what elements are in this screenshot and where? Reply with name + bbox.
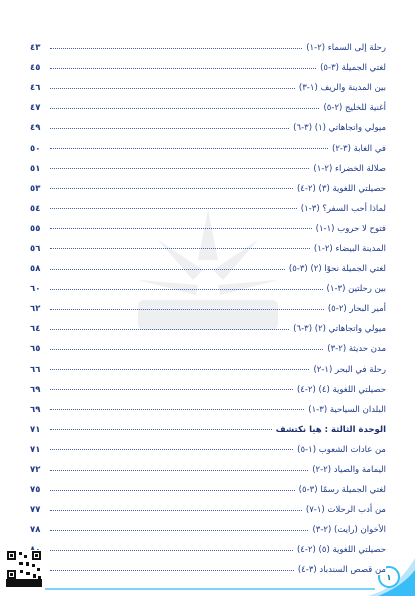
dot-leader xyxy=(50,208,297,209)
toc-entry-title: فتوح لا حروب (١-١) xyxy=(315,223,386,234)
dot-leader xyxy=(50,449,293,450)
toc-entry-page: ٧١ xyxy=(30,424,41,435)
qr-code-icon xyxy=(6,550,42,580)
toc-entry-title: لغتي الجميلة رسمًا (٣-٥) xyxy=(298,485,386,496)
toc-entry-page: ٤٣ xyxy=(30,43,41,54)
dot-leader xyxy=(50,48,302,49)
toc-entry[interactable] xyxy=(30,339,386,359)
toc-entry[interactable] xyxy=(30,380,386,400)
toc-entry-page: ٧٢ xyxy=(30,465,41,476)
dot-leader xyxy=(50,510,302,511)
toc-entry[interactable] xyxy=(30,78,386,98)
dot-leader xyxy=(50,289,323,290)
dot-leader xyxy=(50,470,308,471)
dot-leader xyxy=(50,550,293,551)
toc-entry[interactable] xyxy=(30,58,386,78)
toc-entry-title: بين رحلتين (٣-١) xyxy=(326,284,386,295)
toc-entry[interactable] xyxy=(30,38,386,58)
toc-entry-page: ٥١ xyxy=(30,163,41,174)
dot-leader xyxy=(50,409,304,410)
footer-rule xyxy=(45,588,375,590)
toc-entry-title: بين المدينة والريف (١-٣) xyxy=(298,83,386,94)
toc-entry[interactable] xyxy=(30,199,386,219)
toc-entry[interactable] xyxy=(30,400,386,420)
toc-entry-title: اليمامة والصياد (٢-٢) xyxy=(312,465,386,476)
dot-leader xyxy=(50,530,308,531)
toc-entry-title: رحلة إلى السماء (٢-١) xyxy=(306,43,386,54)
toc-entry[interactable] xyxy=(30,420,386,440)
dot-leader xyxy=(50,429,272,430)
toc-entry-title: في الغابة (٣-٢) xyxy=(332,143,386,154)
dot-leader xyxy=(50,369,309,370)
dot-leader xyxy=(50,389,293,390)
toc-entry[interactable] xyxy=(30,560,386,580)
toc-entry-page: ٦٠ xyxy=(30,284,41,295)
toc-entry-title: أغنية للخليج (٢-٥) xyxy=(323,103,386,114)
toc-entry[interactable] xyxy=(30,460,386,480)
toc-entry-title: صلالة الخضراء (٢-١) xyxy=(313,163,386,174)
toc-entry-page: ٥٤ xyxy=(30,203,41,214)
toc-entry-page: ٧٧ xyxy=(30,505,41,516)
dot-leader xyxy=(50,490,295,491)
toc-entry-page: ٦٦ xyxy=(30,364,41,375)
toc-entry-title: لماذا أحب السفر؟ (٣-١) xyxy=(300,203,386,214)
dot-leader xyxy=(50,329,289,330)
toc-entry-page: ٥٠ xyxy=(30,143,41,154)
toc-entry[interactable] xyxy=(30,360,386,380)
toc-entry-title: الوحدة الثالثة : هيا نكتشف xyxy=(275,424,386,435)
toc-entry[interactable] xyxy=(30,138,386,158)
toc-entry-title: من قصص السندباد (٣-٤) xyxy=(297,565,386,576)
dot-leader xyxy=(50,168,309,169)
toc-entry-page: ٧١ xyxy=(30,444,41,455)
toc-entry[interactable] xyxy=(30,540,386,560)
toc-entry[interactable] xyxy=(30,500,386,520)
toc-entry-page: ٦٥ xyxy=(30,344,41,355)
toc-entry[interactable] xyxy=(30,480,386,500)
dot-leader xyxy=(50,228,312,229)
toc-entry-title: حصيلتي اللغوية (٣) (٢-٤) xyxy=(296,183,386,194)
toc-entry-page: ٦٩ xyxy=(30,404,41,415)
page-number: ١ xyxy=(378,566,400,588)
toc-entry[interactable] xyxy=(30,239,386,259)
toc-entry[interactable] xyxy=(30,159,386,179)
toc-entry-title: المدينة البيضاء (٢-١) xyxy=(313,243,386,254)
toc-entry-title: الأخوان (رايت) (٢-٣) xyxy=(312,525,386,536)
toc-entry-title: ميولي واتجاهاتي (٢) (٣-٦) xyxy=(293,324,386,335)
toc-entry[interactable] xyxy=(30,520,386,540)
toc-entry-title: لغتي الجميلة نحوًا (٢) (٣-٥) xyxy=(288,264,386,275)
toc-entry-title: البلدان السياحية (٣-١) xyxy=(308,404,386,415)
toc-entry[interactable] xyxy=(30,279,386,299)
toc-entry-title: لغتي الجميلة (٣-٥) xyxy=(320,63,386,74)
toc-entry-page: ٦٩ xyxy=(30,384,41,395)
toc-entry-title: حصيلتي اللغوية (٤) (٢-٤) xyxy=(296,384,386,395)
dot-leader xyxy=(50,269,285,270)
toc-entry-page: ٤٩ xyxy=(30,123,41,134)
toc-entry[interactable] xyxy=(30,440,386,460)
toc-entry[interactable] xyxy=(30,219,386,239)
toc-entry-title: من عادات الشعوب (١-٥) xyxy=(297,444,386,455)
toc-entry-page: ٤٧ xyxy=(30,103,41,114)
toc-entry-page: ٧٨ xyxy=(30,525,41,536)
toc-entry-page: ٥٣ xyxy=(30,183,41,194)
toc-entry-page: ٤٥ xyxy=(30,63,41,74)
toc-entry[interactable] xyxy=(30,179,386,199)
toc-entry-title: رحلة في البحر (١-٢) xyxy=(313,364,386,375)
dot-leader xyxy=(50,128,289,129)
dot-leader xyxy=(50,309,324,310)
toc-entry-page: ٥٥ xyxy=(30,223,41,234)
dot-leader xyxy=(50,108,319,109)
qr-code-label xyxy=(6,579,42,587)
dot-leader xyxy=(50,570,294,571)
toc-entry[interactable] xyxy=(30,98,386,118)
toc-entry-title: مدن حديثة (٢-٣) xyxy=(327,344,386,355)
toc-entry[interactable] xyxy=(30,259,386,279)
toc-entry[interactable] xyxy=(30,118,386,138)
dot-leader xyxy=(50,68,316,69)
dot-leader xyxy=(50,349,323,350)
toc-entry-page: ٥٨ xyxy=(30,264,41,275)
toc-entry-title: حصيلتي اللغوية (٥) (٢-٤) xyxy=(296,545,386,556)
toc-entry-page: ٤٦ xyxy=(30,83,41,94)
toc-entry-title: ميولي واتجاهاتي (١) (٣-٦) xyxy=(293,123,386,134)
toc-entry-title: أمير البحار (٢-٥) xyxy=(327,304,386,315)
toc-entry-title: من أدب الرحلات (١-٧) xyxy=(305,505,386,516)
toc-entry-page: ٧٥ xyxy=(30,485,41,496)
toc-entry-page: ٦٤ xyxy=(30,324,41,335)
toc-entry-page: ٦٢ xyxy=(30,304,41,315)
dot-leader xyxy=(50,88,295,89)
dot-leader xyxy=(50,188,293,189)
toc-entry[interactable] xyxy=(30,299,386,319)
dot-leader xyxy=(50,248,310,249)
toc-entry[interactable] xyxy=(30,319,386,339)
table-of-contents xyxy=(30,38,386,581)
dot-leader xyxy=(50,148,328,149)
toc-entry-page: ٥٦ xyxy=(30,243,41,254)
